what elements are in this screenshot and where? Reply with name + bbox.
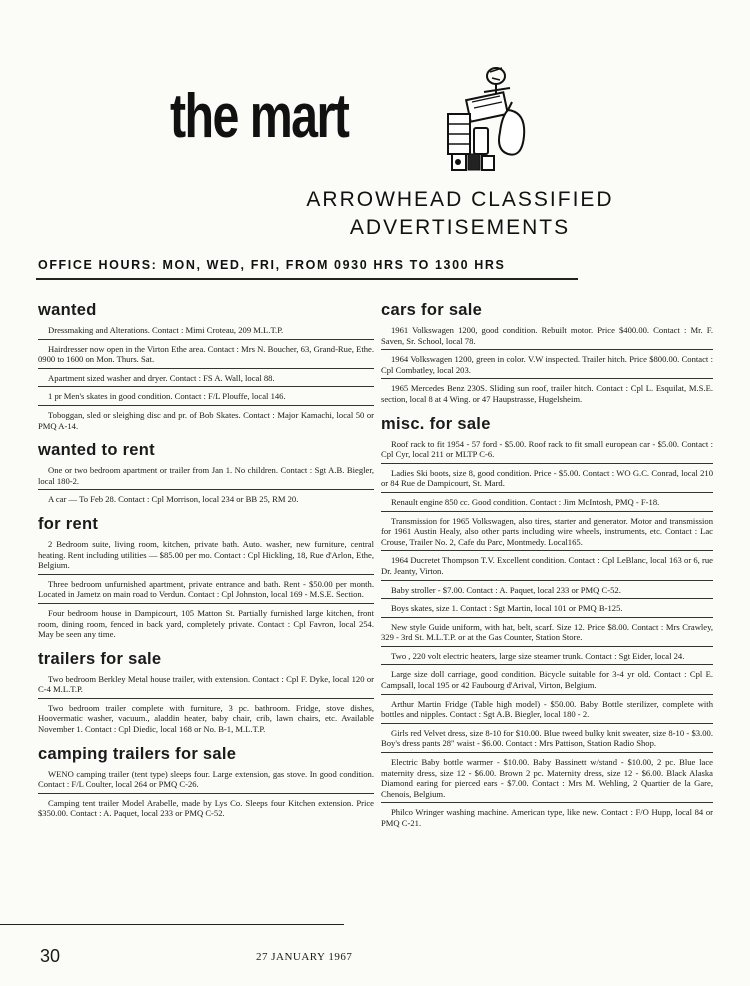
classified-ad: 1965 Mercedes Benz 230S. Sliding sun roof, trailer hitch. Contact : Cpl L. Esquilat, M.S.E. section, local 8 at 4 Wing. or 47 Haupstrasse, Hugelsheim. xyxy=(381,383,713,404)
classified-ad: 1961 Volkswagen 1200, good condition. Rebuilt motor. Price $400.00. Contact : Mr. F. Saven, Sr. School, local 78. xyxy=(381,324,713,350)
classified-ad: Four bedroom house in Dampicourt, 105 Matton St. Partially furnished large kitchen, front room, dining room, fenced in back yard, completely private. Contact : Cpl Favron, local 254. May be seen any time. xyxy=(38,607,374,640)
issue-date: 27 JANUARY 1967 xyxy=(256,951,353,963)
classified-ad: Girls red Velvet dress, size 8-10 for $10.00. Blue tweed bulky knit sweater, size 8-10 - $3.00. Boy's dress pants 28" waist - $6.00. Contact : Mrs Pattison, Station Radio Shop. xyxy=(381,727,713,753)
section-heading: camping trailers for sale xyxy=(38,744,237,763)
section-heading: misc. for sale xyxy=(381,414,491,433)
classified-ad: 1964 Volkswagen 1200, green in color. V.W inspected. Trailer hitch. Price $800.00. Contact : Cpl Combatley, local 203. xyxy=(381,353,713,379)
classified-ad: One or two bedroom apartment or trailer from Jan 1. No children. Contact : Sgt A.B. Biegler, local 180-2. xyxy=(38,464,374,490)
masthead-title: the mart xyxy=(170,82,349,151)
classified-ad: New style Guide uniform, with hat, belt, scarf. Size 12. Price $8.00. Contact : Mrs Crawley, 329 - 3rd St. M.L.T.P. or at the Gas Counter, Station Store. xyxy=(381,621,713,647)
classified-section xyxy=(381,300,713,408)
right-column xyxy=(381,300,713,838)
classified-ad: 1 pr Men's skates in good condition. Contact : F/L Plouffe, local 146. xyxy=(38,390,374,406)
classified-section xyxy=(38,514,374,643)
ad-list xyxy=(38,464,374,508)
ad-list xyxy=(38,768,374,822)
classified-ad: Apartment sized washer and dryer. Contact : FS A. Wall, local 88. xyxy=(38,372,374,388)
subtitle-line-2: ADVERTISEMENTS xyxy=(349,216,571,239)
classified-ad: Two bedroom Berkley Metal house trailer, with extension. Contact : Cpl F. Dyke, local 120 or C-4 M.L.T.P. xyxy=(38,673,374,699)
classified-ad: A car — To Feb 28. Contact : Cpl Morrison, local 234 or BB 25, RM 20. xyxy=(48,494,299,505)
classified-ad: Two bedroom trailer complete with furniture, 3 pc. bathroom. Fridge, stove dishes, Hoovermatic washer, vacuum., aladdin heater, baby chair, crib, lawn chairs, etc. Available November 1. Contact : Cpl Diedic, local 168 or No. B-1, M.L.T.P. xyxy=(38,702,374,735)
classified-ad: Three bedroom unfurnished apartment, private entrance and bath. Rent - $50.00 per month. Located in Jametz on main road to Verdun. Contact : Cpl Johnston, local 169 - M.S.E. Section. xyxy=(38,578,374,604)
mart-logo-icon xyxy=(438,62,538,174)
page-number: 30 xyxy=(40,946,61,966)
ad-list xyxy=(38,538,374,643)
classified-ad: Camping tent trailer Model Arabelle, made by Lys Co. Sleeps four Kitchen extension. Price $350.00. Contact : A. Paquet, local 233 or PMQ C-52. xyxy=(38,797,374,819)
classified-ad: 1964 Ducretet Thompson T.V. Excellent condition. Contact : Cpl LeBlanc, local 163 or 6, rue Dr. Jeanty, Virton. xyxy=(381,554,713,580)
classified-ad: Electric Baby bottle warmer - $10.00. Baby Bassinett w/stand - $10.00, 2 pc. Blue lace maternity dress, size 12 - $6.00. Brown 2 pc. Maternity dress, size 12 - $6.00. Black Alaska Diamond earing for pierced ears - $7.00. Contact : Mrs M. Wehling, 2 Quartier de la Gare, Chenois, Belgium. xyxy=(381,756,713,803)
classified-ad: WENO camping trailer (tent type) sleeps four. Large extension, gas stove. In good condition. Contact : F/L Coulter, local 264 or PMQ C-26. xyxy=(38,768,374,794)
classified-ad: Ladies Ski boots, size 8, good condition. Price - $5.00. Contact : WO G.C. Conrad, local 210 or 84 Rue de Dampicourt, St. Mard. xyxy=(381,467,713,493)
classified-ad: Baby stroller - $7.00. Contact : A. Paquet, local 233 or PMQ C-52. xyxy=(381,584,713,600)
classified-ad: Two , 220 volt electric heaters, large size steamer trunk. Contact : Sgt Eider, local 24. xyxy=(381,650,713,666)
classified-section xyxy=(381,414,713,832)
classified-ad: Roof rack to fit 1954 - 57 ford - $5.00. Roof rack to fit small european car - $5.00. Contact : Cpl Cyr, local 211 or MLTP C-6. xyxy=(381,438,713,464)
ad-list xyxy=(38,324,374,434)
classified-ad: Boys skates, size 1. Contact : Sgt Martin, local 101 or PMQ B-125. xyxy=(381,602,713,618)
classified-ad: Hairdresser now open in the Virton Ethe area. Contact : Mrs N. Boucher, 63, Grand-Rue, Ethe. 0900 to 1600 on Mon. Thurs. Sat. xyxy=(38,343,374,369)
classified-ad: Toboggan, sled or sleighing disc and pr. of Bob Skates. Contact : Major Kamachi, local 50 or PMQ A-14. xyxy=(38,409,374,431)
subtitle-line-1: ARROWHEAD CLASSIFIED xyxy=(306,188,614,211)
ad-list xyxy=(381,324,713,408)
classified-ad: 2 Bedroom suite, living room, kitchen, private bath. Auto. washer, new furniture, central heating. Rent including utilities — $85.00 per mo. Contact : Cpl Hickling, 18, Rue d'Arlon, Ethe, Belgium. xyxy=(38,538,374,575)
classified-ad: Philco Wringer washing machine. American type, like new. Contact : F/O Hupp, local 84 or PMQ C-21. xyxy=(381,807,713,828)
ad-list xyxy=(381,438,713,832)
classified-section xyxy=(38,440,374,508)
header-divider xyxy=(36,278,578,280)
classified-ad: Renault engine 850 cc. Good condition. Contact : Jim McIntosh, PMQ - F-18. xyxy=(381,496,713,512)
section-heading: trailers for sale xyxy=(38,649,162,668)
classified-section xyxy=(38,300,374,434)
classified-ad: Dressmaking and Alterations. Contact : Mimi Croteau, 209 M.L.T.P. xyxy=(38,324,374,340)
masthead-subtitle xyxy=(300,186,620,242)
left-column xyxy=(38,300,374,828)
classified-ad: Transmission for 1965 Volkswagen, also tires, starter and generator. Motor and transmission for 1961 Austin Healy, also other parts including wire wheels, instruments, etc. Contact : Lac Crouse, Trailer No. 2, Cafe du Parc, Montmedy. Local165. xyxy=(381,515,713,552)
section-heading: wanted xyxy=(38,301,97,319)
section-heading: cars for sale xyxy=(381,301,483,319)
footer-divider xyxy=(0,924,344,925)
classified-ad: Large size doll carriage, good condition. Bicycle suitable for 3-4 yr old. Contact : Cpl E. Campsall, local 195 or 42 Faubourg d'Arival, Virton, Belgium. xyxy=(381,668,713,694)
office-hours: OFFICE HOURS: MON, WED, FRI, FROM 0930 HRS TO 1300 HRS xyxy=(38,258,506,272)
section-heading: for rent xyxy=(38,514,99,533)
section-heading: wanted to rent xyxy=(38,441,155,460)
classified-section xyxy=(38,649,374,738)
ad-list xyxy=(38,673,374,738)
classified-section xyxy=(38,744,374,822)
classified-ad: Arthur Martin Fridge (Table high model) - $50.00. Baby Bottle sterilizer, complete with bottles and nipples. Contact : Sgt A.B. Biegler, local 180 - 2. xyxy=(381,698,713,724)
